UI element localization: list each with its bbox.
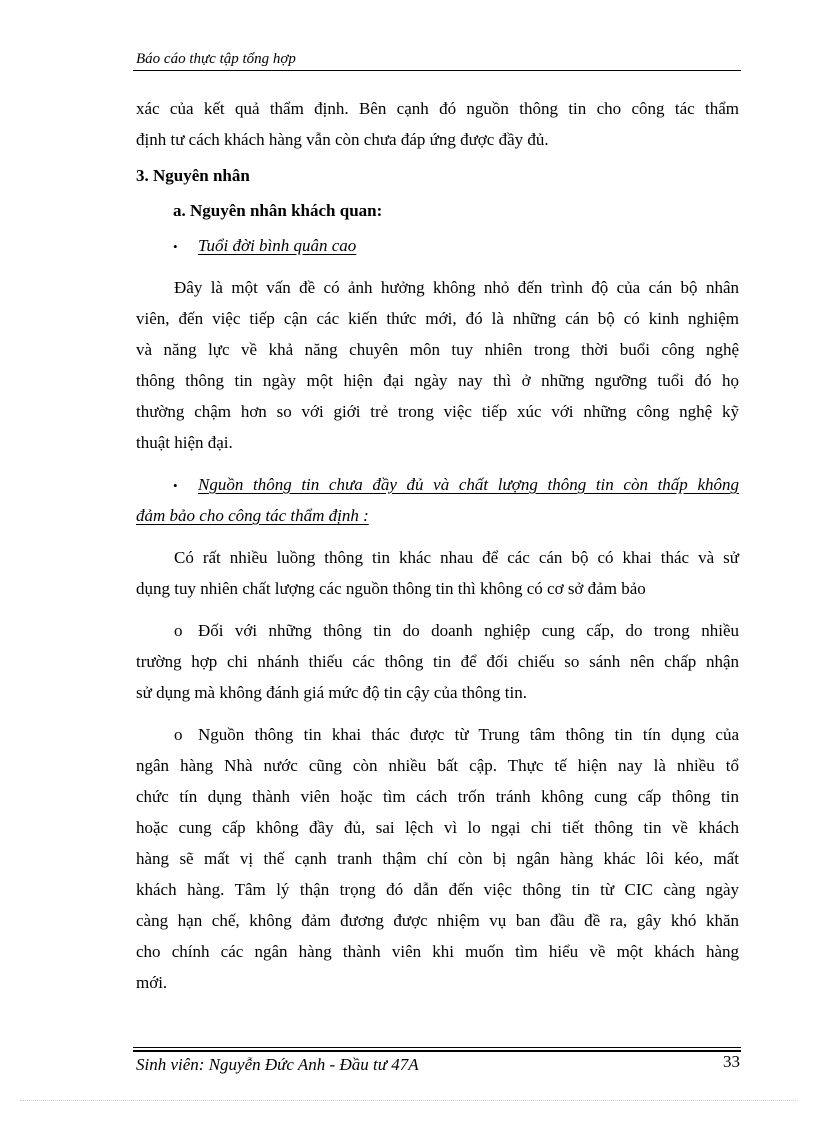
page-body: [136, 93, 739, 998]
list-item: [136, 719, 739, 750]
paragraph-line: cho chính các ngân hàng thành viên khi muốn tìm hiểu về một khách hàng: [136, 942, 739, 961]
bullet-title: Nguồn thông tin chưa đầy đủ và chất lượng thông tin còn thấp không: [198, 475, 739, 494]
paragraph-line: hàng sẽ mất vị thế cạnh tranh thậm chí còn bị ngân hàng khác lôi kéo, mất: [136, 849, 739, 868]
paragraph-line: xác của kết quả thẩm định. Bên cạnh đó nguồn thông tin cho công tác thẩm: [136, 99, 739, 118]
paragraph-line: chức tín dụng thành viên hoặc tìm cách trốn tránh không cung cấp thông tin: [136, 787, 739, 806]
paragraph-line: mới.: [136, 973, 168, 992]
bullet-item-continued: [136, 500, 739, 531]
paragraph-line: Đây là một vấn đề có ảnh hưởng không nhỏ đến trình độ của cán bộ nhân: [174, 278, 739, 297]
paragraph-line: dụng tuy nhiên chất lượng các nguồn thông tin thì không có cơ sở đảm bảo: [136, 579, 646, 598]
subsection-heading: a. Nguyên nhân khách quan:: [173, 201, 383, 220]
bullet-title-continued: đảm bảo cho công tác thẩm định :: [136, 506, 369, 525]
paragraph-line: hoặc cung cấp không đầy đủ, sai lệch vì lo ngại chi tiết thông tin về khách: [136, 818, 739, 837]
paragraph-line: thuật hiện đại.: [136, 433, 233, 452]
bullet-item: [136, 469, 739, 500]
page-edge-divider: [20, 1100, 796, 1101]
circle-bullet-icon: o: [174, 621, 183, 640]
paragraph-line: thường chậm hơn so với giới trẻ trong việc tiếp xúc với những công nghệ kỹ: [136, 402, 739, 421]
section-heading: 3. Nguyên nhân: [136, 166, 250, 185]
bullet-icon: •: [173, 239, 178, 254]
paragraph-line: trường hợp chi nhánh thiếu các thông tin để đối chiếu so sánh nên chấp nhận: [136, 652, 739, 671]
bullet-title: Tuổi đời bình quân cao: [198, 236, 357, 255]
paragraph-line: khách hàng. Tâm lý thận trọng đó dẫn đến việc thông tin từ CIC càng ngày: [136, 880, 739, 899]
footer-rule-thick: [133, 1050, 741, 1052]
list-item-text: Nguồn thông tin khai thác được từ Trung tâm thông tin tín dụng của: [198, 725, 739, 744]
running-header: Báo cáo thực tập tổng hợp: [136, 51, 296, 67]
page-number: 33: [723, 1052, 740, 1071]
bullet-icon: •: [173, 478, 178, 493]
paragraph-line: định tư cách khách hàng vẫn còn chưa đáp ứng được đầy đủ.: [136, 130, 549, 149]
paragraph-line: và năng lực về khả năng chuyên môn tuy nhiên trong thời buổi công nghệ: [136, 340, 739, 359]
header-rule: [133, 70, 741, 71]
paragraph-line: thông thông tin ngày một hiện đại ngày nay thì ở những ngưỡng tuổi đó họ: [136, 371, 739, 390]
paragraph-line: càng hạn chế, không đảm đương được nhiệm vụ ban đầu đề ra, gây khó khăn: [136, 911, 739, 930]
bullet-item: [136, 230, 739, 261]
paragraph-line: Có rất nhiều luồng thông tin khác nhau để các cán bộ có khai thác và sử: [174, 548, 739, 567]
paragraph-line: sử dụng mà không đánh giá mức độ tin cậy của thông tin.: [136, 683, 527, 702]
paragraph-line: ngân hàng Nhà nước cũng còn nhiều bất cập. Thực tế hiện nay là nhiều tổ: [136, 756, 739, 775]
list-item-text: Đối với những thông tin do doanh nghiệp cung cấp, do trong nhiều: [198, 621, 739, 640]
footer-rule: [133, 1047, 741, 1048]
circle-bullet-icon: o: [174, 725, 183, 744]
list-item: [136, 615, 739, 646]
paragraph-line: viên, đến việc tiếp cận các kiến thức mới, đó là những cán bộ có kinh nghiệm: [136, 309, 739, 328]
footer-author: Sinh viên: Nguyễn Đức Anh - Đầu tư 47A: [136, 1055, 419, 1074]
